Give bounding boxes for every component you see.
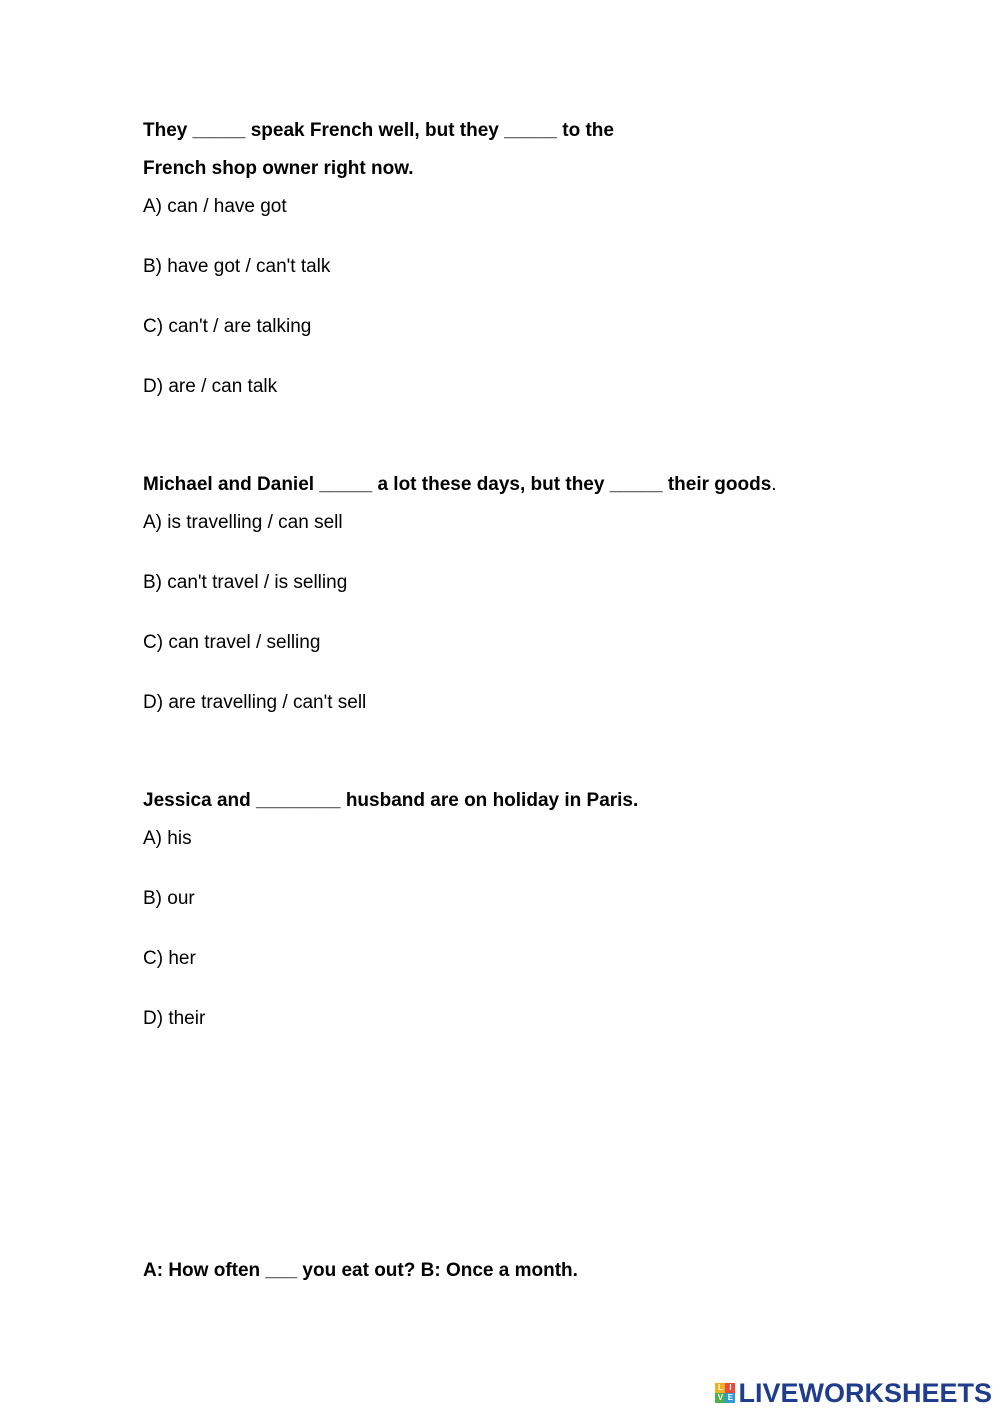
question-2-prompt bbox=[143, 473, 777, 497]
question-1-option-d[interactable]: D) are / can talk bbox=[143, 376, 278, 397]
question-3-prompt: Jessica and ________ husband are on holiday in Paris. bbox=[143, 790, 639, 811]
question-1-option-c[interactable]: C) can't / are talking bbox=[143, 316, 312, 337]
question-3-option-b[interactable]: B) our bbox=[143, 888, 195, 909]
question-1-prompt-line-2: French shop owner right now. bbox=[143, 158, 414, 179]
question-4-prompt: A: How often ___ you eat out? B: Once a month. bbox=[143, 1260, 578, 1281]
question-2-option-b[interactable]: B) can't travel / is selling bbox=[143, 572, 348, 593]
liveworksheets-logo-icon bbox=[715, 1383, 735, 1403]
question-2-option-c[interactable]: C) can travel / selling bbox=[143, 632, 321, 653]
question-2-prompt-period: . bbox=[771, 474, 777, 495]
question-3-option-c[interactable]: C) her bbox=[143, 948, 196, 969]
logo-mark-cell-3: V bbox=[715, 1393, 725, 1403]
question-2-prompt-text: Michael and Daniel _____ a lot these days, but they _____ their goods bbox=[143, 474, 772, 495]
liveworksheets-logo bbox=[715, 1377, 992, 1408]
question-1-option-b[interactable]: B) have got / can't talk bbox=[143, 256, 331, 277]
logo-mark-cell-2: I bbox=[725, 1383, 735, 1393]
liveworksheets-logo-text: LIVEWORKSHEETS bbox=[738, 1377, 992, 1408]
question-3-option-a[interactable]: A) his bbox=[143, 828, 192, 849]
question-1-option-a[interactable]: A) can / have got bbox=[143, 196, 287, 217]
logo-mark-cell-1: L bbox=[715, 1383, 725, 1393]
question-2-option-a[interactable]: A) is travelling / can sell bbox=[143, 512, 343, 533]
question-1-prompt-line-1: They _____ speak French well, but they _____ to the bbox=[143, 120, 614, 141]
logo-mark-cell-4: E bbox=[725, 1393, 735, 1403]
question-3-option-d[interactable]: D) their bbox=[143, 1008, 206, 1029]
question-2-option-d[interactable]: D) are travelling / can't sell bbox=[143, 692, 367, 713]
